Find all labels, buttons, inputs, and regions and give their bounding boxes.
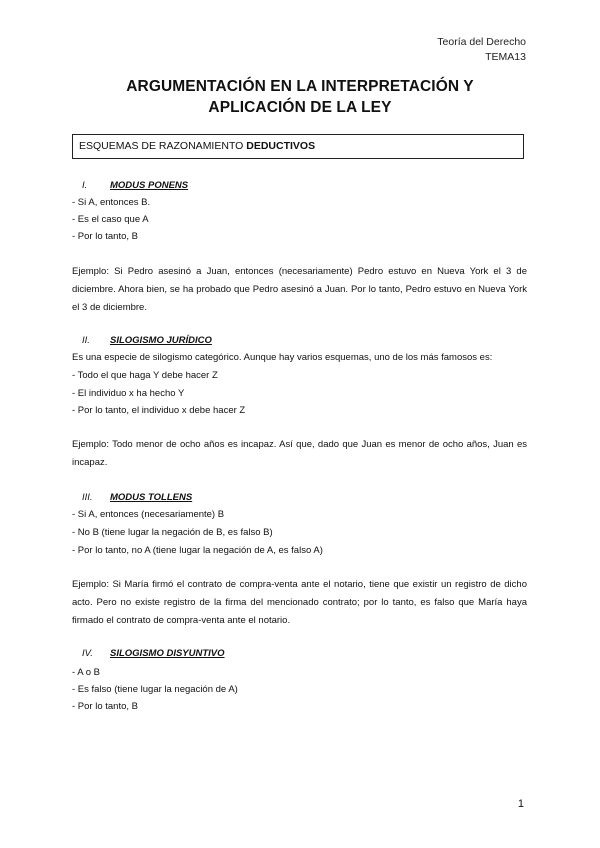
section-heading-4 bbox=[80, 648, 225, 659]
list-item: - Por lo tanto, B bbox=[72, 701, 139, 712]
section-number: IV. bbox=[82, 648, 93, 659]
section-heading-2 bbox=[80, 335, 212, 346]
section-name: SILOGISMO JURÍDICO bbox=[110, 335, 212, 346]
title-line-2: APLICACIÓN DE LA LEY bbox=[208, 99, 392, 116]
list-item: - No B (tiene lugar la negación de B, es falso B) bbox=[72, 527, 273, 538]
section-intro: Es una especie de silogismo categórico. Aunque hay varios esquemas, uno de los más famosos es: bbox=[72, 352, 493, 363]
page-number: 1 bbox=[517, 798, 524, 810]
example-paragraph-1: Ejemplo: Si Pedro asesinó a Juan, entonces (necesariamente) Pedro estuvo en Nueva York el 3 de diciembre. Ahora bien, se ha probado que Pedro asesinó a Juan. Por lo tanto, Pedro estuvo en Nueva York el 3 de diciembre. bbox=[72, 266, 527, 313]
section-heading-1 bbox=[80, 180, 188, 191]
list-item: - Todo el que haga Y debe hacer Z bbox=[72, 370, 218, 381]
list-item: - Es falso (tiene lugar la negación de A) bbox=[72, 684, 238, 695]
list-item: - Es el caso que A bbox=[72, 214, 149, 225]
list-item: - Si A, entonces (necesariamente) B bbox=[72, 509, 225, 520]
box-heading-bold: DEDUCTIVOS bbox=[246, 140, 316, 152]
section-heading-3 bbox=[80, 492, 192, 503]
list-item: - Por lo tanto, no A (tiene lugar la negación de A, es falso A) bbox=[72, 545, 323, 556]
section-box-heading bbox=[72, 134, 524, 159]
topic-label: TEMA13 bbox=[485, 51, 526, 63]
title-line-1: ARGUMENTACIÓN EN LA INTERPRETACIÓN Y bbox=[126, 78, 474, 95]
section-number: I. bbox=[82, 180, 88, 191]
list-item: - Si A, entonces B. bbox=[72, 197, 151, 208]
list-item: - Por lo tanto, B bbox=[72, 231, 139, 242]
page-title bbox=[60, 76, 540, 118]
list-item: - A o B bbox=[72, 667, 100, 678]
list-item: - Por lo tanto, el individuo x debe hacer Z bbox=[72, 405, 246, 416]
list-item: - El individuo x ha hecho Y bbox=[72, 388, 185, 399]
section-name: SILOGISMO DISYUNTIVO bbox=[110, 648, 225, 659]
section-name: MODUS TOLLENS bbox=[110, 492, 193, 503]
section-number: II. bbox=[82, 335, 90, 346]
section-name: MODUS PONENS bbox=[110, 180, 189, 191]
section-number: III. bbox=[82, 492, 93, 503]
example-paragraph-3: Ejemplo: Si María firmó el contrato de compra-venta ante el notario, tiene que existir un registro de dicho acto. Pero no existe registro de la firma del mencionado contrato; por lo tanto, es falso que María haya firmado el contrato de compra-venta ante el notario. bbox=[72, 579, 527, 626]
box-heading-prefix: ESQUEMAS DE RAZONAMIENTO bbox=[79, 140, 247, 152]
example-paragraph-2: Ejemplo: Todo menor de ocho años es incapaz. Así que, dado que Juan es menor de ocho años, Juan es incapaz. bbox=[72, 439, 527, 468]
course-name: Teoría del Derecho bbox=[437, 36, 526, 48]
